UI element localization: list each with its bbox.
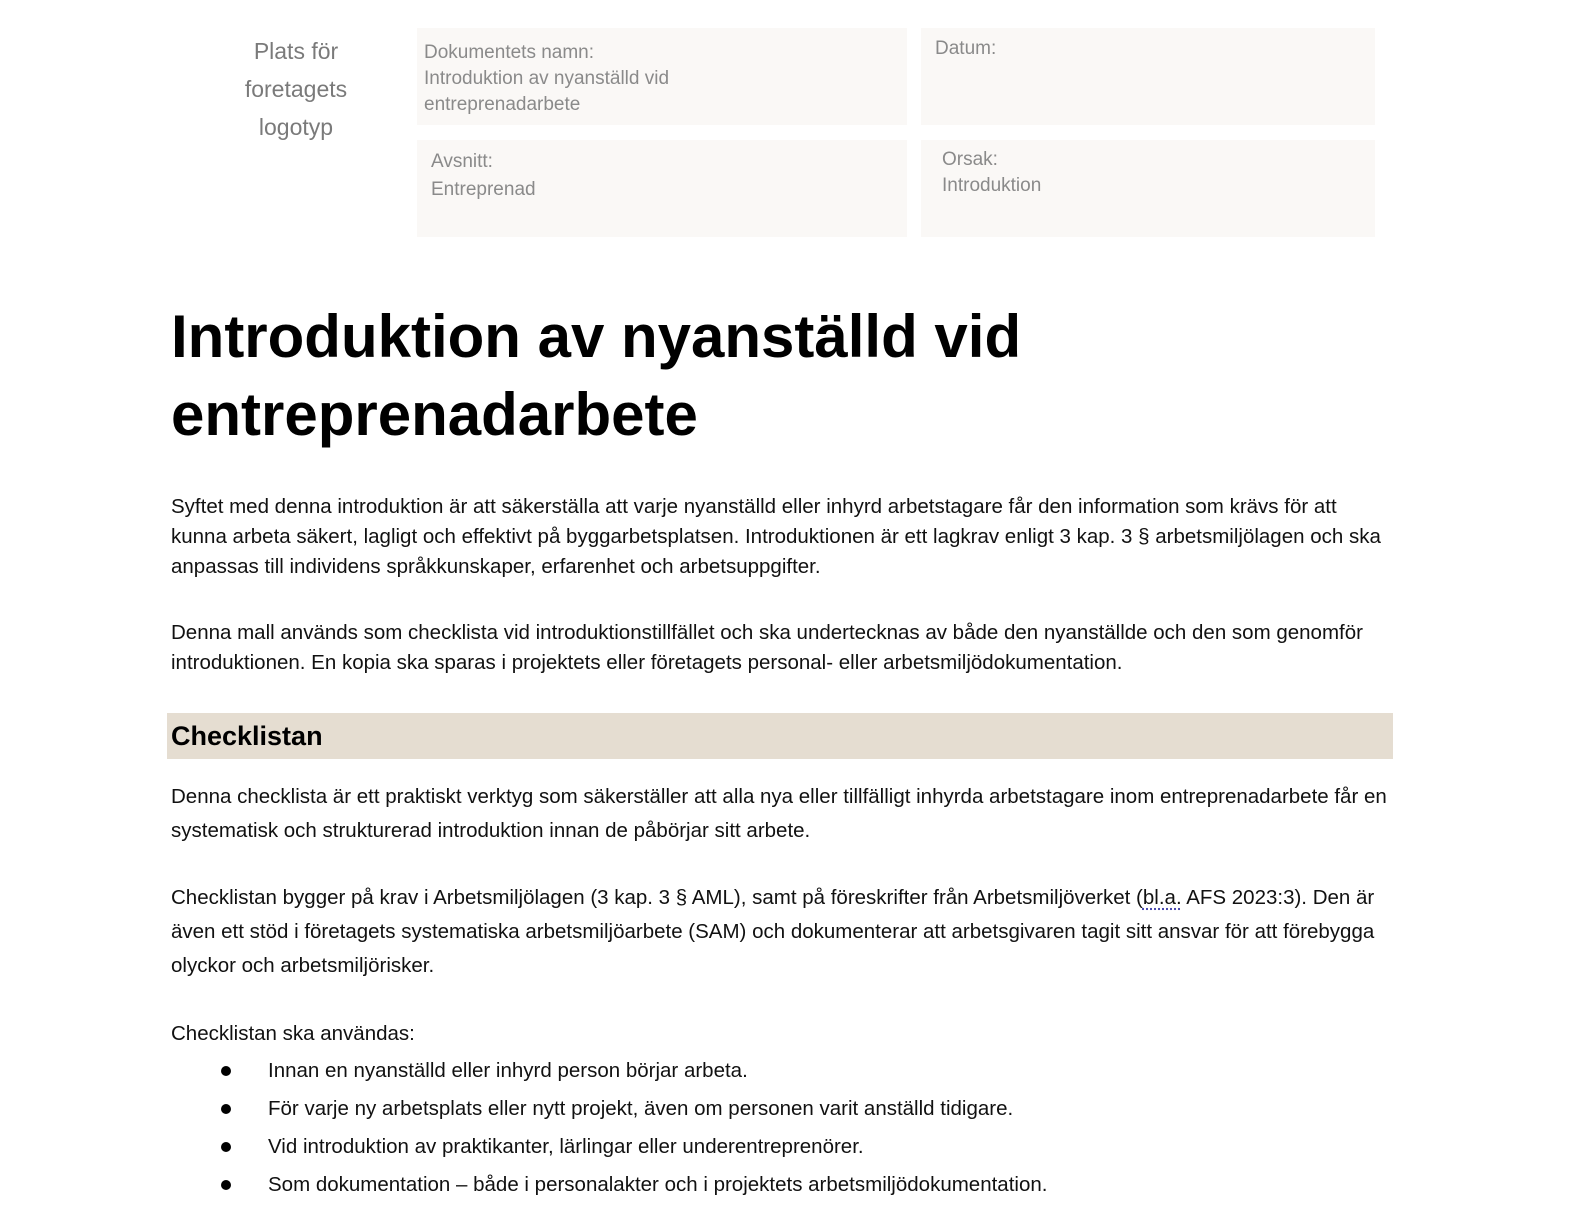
list-item (171, 1128, 1393, 1166)
checklist-paragraph-legal-basis (171, 881, 1393, 983)
bullet-icon (221, 1104, 231, 1114)
list-item-text: Innan en nyanställd eller inhyrd person börjar arbeta. (268, 1059, 748, 1082)
legal-basis-text-start: Checklistan bygger på krav i Arbetsmiljölagen (3 kap. 3 § AML), samt på föreskrifter från Arbetsmiljöverket ( (171, 886, 1143, 909)
checklist-heading: Checklistan (167, 713, 1393, 759)
intro-paragraph-purpose: Syftet med denna introduktion är att säkerställa att varje nyanställd eller inhyrd arbetstagare får den information som krävs för att kunna arbeta säkert, lagligt och effektivt på byggarbetsplatsen. Introduktionen är ett lagkrav enligt 3 kap. 3 § arbetsmiljölagen och ska anpassas till individens språkkunskaper, erfarenhet och arbetsuppgifter. (171, 495, 1381, 578)
legal-basis-text-end: AFS 2023:3). Den är även ett stöd i företagets systematiska arbetsmiljöarbete (SAM) och dokumenterar att arbetsgivaren tagit sitt ansvar för att förebygga olyckor och arbetsmiljörisker. (171, 886, 1375, 977)
list-item-text: Som dokumentation – både i personalakter och i projektets arbetsmiljödokumentation. (268, 1173, 1048, 1196)
bullet-icon (221, 1180, 231, 1190)
list-item-text: Vid introduktion av praktikanter, lärlingar eller underentreprenörer. (268, 1135, 864, 1158)
section-label: Avsnitt: (431, 151, 493, 172)
document-name-value-line: Introduktion av nyanställd vid (424, 68, 670, 89)
bullet-icon (221, 1066, 231, 1076)
list-item-text: För varje ny arbetsplats eller nytt projekt, även om personen varit anställd tidigare. (268, 1097, 1014, 1120)
document-name-label: Dokumentets namn: (424, 42, 595, 63)
date-label: Datum: (935, 38, 997, 59)
section-field[interactable] (417, 140, 907, 237)
intro-paragraph-template-usage: Denna mall används som checklista vid introduktionstillfället och ska undertecknas av både den nyanställde och den som genomför introduktionen. En kopia ska sparas i projektets eller företagets personal- eller arbetsmiljödokumentation. (171, 621, 1363, 674)
checklist-usage-list (171, 1052, 1393, 1204)
section-value: Entreprenad (431, 179, 536, 200)
reason-label: Orsak: (942, 149, 998, 170)
company-logo-placeholder (214, 32, 378, 146)
list-item (171, 1166, 1393, 1204)
document-name-field[interactable] (417, 28, 907, 125)
document-title (171, 298, 1271, 454)
logo-placeholder-line: foretagets (244, 76, 348, 102)
reason-field[interactable] (921, 140, 1375, 237)
document-title-line: Introduktion av nyanställd vid (171, 303, 1022, 370)
abbreviation-bla: bl.a. (1142, 886, 1182, 909)
checklist-paragraph-description: Denna checklista är ett praktiskt verktyg som säkerställer att alla nya eller tillfälligt inhyrda arbetstagare inom entreprenadarbete får en systematisk och strukturerad introduktion innan de påbörjar sitt arbete. (171, 785, 1387, 842)
document-title-line: entreprenadarbete (171, 381, 698, 448)
date-field[interactable] (921, 28, 1375, 125)
logo-placeholder-line: Plats för (253, 38, 339, 64)
reason-value: Introduktion (942, 175, 1042, 196)
list-item (171, 1090, 1393, 1128)
document-name-value-line: entreprenadarbete (424, 94, 581, 115)
list-item (171, 1052, 1393, 1090)
bullet-icon (221, 1142, 231, 1152)
checklist-usage-intro: Checklistan ska användas: (171, 1022, 415, 1045)
logo-placeholder-line: logotyp (258, 114, 334, 140)
